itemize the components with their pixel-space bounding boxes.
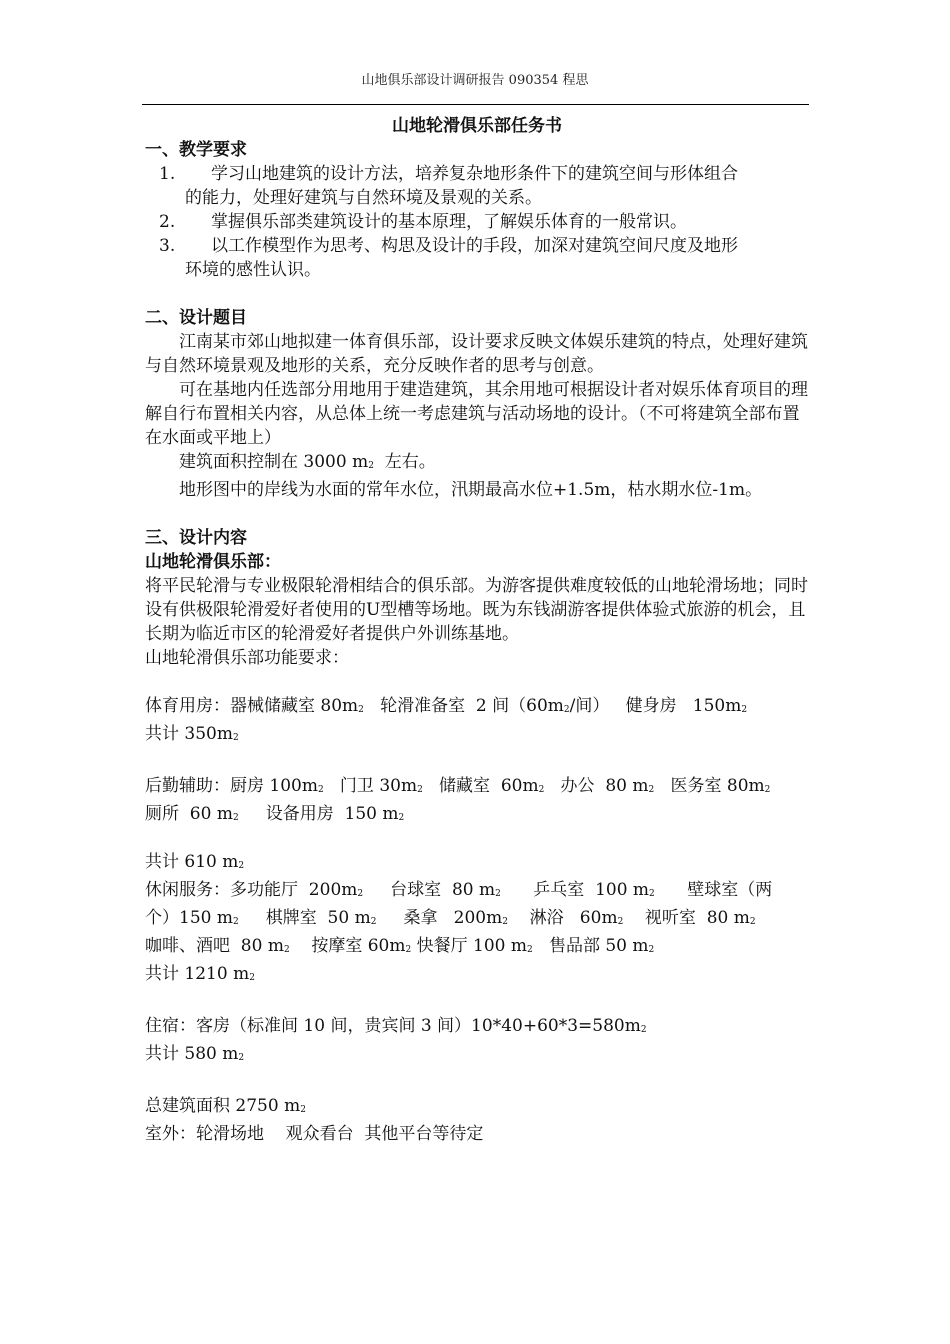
section-2-heading: 二、设计题目 (145, 308, 247, 328)
list-text: 掌握俱乐部类建筑设计的基本原理，了解娱乐体育的一般常识。 (211, 212, 687, 232)
gross-area: 总建筑面积 2750 $m^2$ (145, 1096, 306, 1116)
sports-total: 共计 $350m^2$ (145, 724, 239, 744)
description: 将平民轮滑与专业极限轮滑相结合的俱乐部。为游客提供难度较低的山地轮滑场地；同时设有供极限轮滑爱好者使用的U型槽等场地。既为东钱湖游客提供体验式旅游的机会，且长期为临近市区的轮滑爱好者提供户外训练基地。 (145, 576, 808, 644)
header-rule (142, 104, 809, 105)
list-item (145, 234, 809, 258)
paragraph: 可在基地内任选部分用地用于建造建筑，其余用地可根据设计者对娱乐体育项目的理解自行布置相关内容，从总体上统一考虑建筑与活动场地的设计。（不可将建筑全部布置在水面或平地上） (145, 380, 808, 448)
outdoor: 室外：轮滑场地 观众看台 其他平台等待定 (145, 1124, 484, 1144)
sports-rooms: 体育用房：器械储藏室 $80m^2$ 轮滑准备室 2 间（$60m^2/$间） 健身房 $150m^2$ (145, 696, 748, 716)
section-3-subheading: 山地轮滑俱乐部： (145, 552, 281, 572)
paragraph: 地形图中的岸线为水面的常年水位，汛期最高水位+1.5m，枯水期水位-1m。 (179, 480, 763, 500)
lodging-rooms: 住宿：客房（标准间 10 间，贵宾间 3 间）$10*40+60*3=580m^2$ (145, 1016, 647, 1036)
list-number: 3. (159, 236, 176, 256)
requirements-title: 山地轮滑俱乐部功能要求： (145, 648, 349, 668)
section-3-heading: 三、设计内容 (145, 528, 247, 548)
list-text: 以工作模型作为思考、构思及设计的手段，加深对建筑空间尺度及地形 (211, 236, 738, 256)
logistics-rooms: 后勤辅助：厨房 $100m^2$ 门卫 $30m^2$ 储藏室 $60m^2$ 办公 80 $m^2$ 医务室 $80m^2$ (145, 776, 771, 796)
paragraph: 江南某市郊山地拟建一体育俱乐部，设计要求反映文体娱乐建筑的特点，处理好建筑与自然环境景观及地形的关系，充分反映作者的思考与创意。 (145, 332, 808, 376)
document-title: 山地轮滑俱乐部任务书 (392, 116, 562, 136)
section-1-heading: 一、教学要求 (145, 140, 247, 160)
leisure-rooms-2: 个）150 $m^2$ 棋牌室 50 $m^2$ 桑拿 $200m^2$ 淋浴 $60m^2$ 视听室 80 $m^2$ (145, 908, 756, 928)
list-item (145, 210, 809, 234)
list-text-continued: 的能力，处理好建筑与自然环境及景观的关系。 (185, 188, 542, 208)
leisure-total: 共计 1210 $m^2$ (145, 964, 255, 984)
logistics-rooms-2: 厕所 60 $m^2$ 设备用房 150 $m^2$ (145, 804, 405, 824)
paragraph: 建筑面积控制在 3000 $m^2$ 左右。 (179, 452, 436, 472)
list-text: 学习山地建筑的设计方法，培养复杂地形条件下的建筑空间与形体组合 (211, 164, 738, 184)
leisure-rooms-3: 咖啡、酒吧 80 $m^2$ 按摩室 $60m^2$ 快餐厅 100 $m^2$ 售品部 50 $m^2$ (145, 936, 655, 956)
lodging-total: 共计 580 $m^2$ (145, 1044, 245, 1064)
page-header: 山地俱乐部设计调研报告 090354 程思 (361, 73, 589, 88)
logistics-total: 共计 610 $m^2$ (145, 852, 245, 872)
document-body (145, 114, 809, 1146)
leisure-rooms: 休闲服务：多功能厅 $200m^2$ 台球室 80 $m^2$ 乒乓室 100 $m^2$ 壁球室（两 (145, 880, 773, 900)
list-number: 2. (159, 212, 176, 232)
list-number: 1. (159, 164, 176, 184)
list-text-continued: 环境的感性认识。 (185, 260, 321, 280)
list-item (145, 162, 809, 186)
